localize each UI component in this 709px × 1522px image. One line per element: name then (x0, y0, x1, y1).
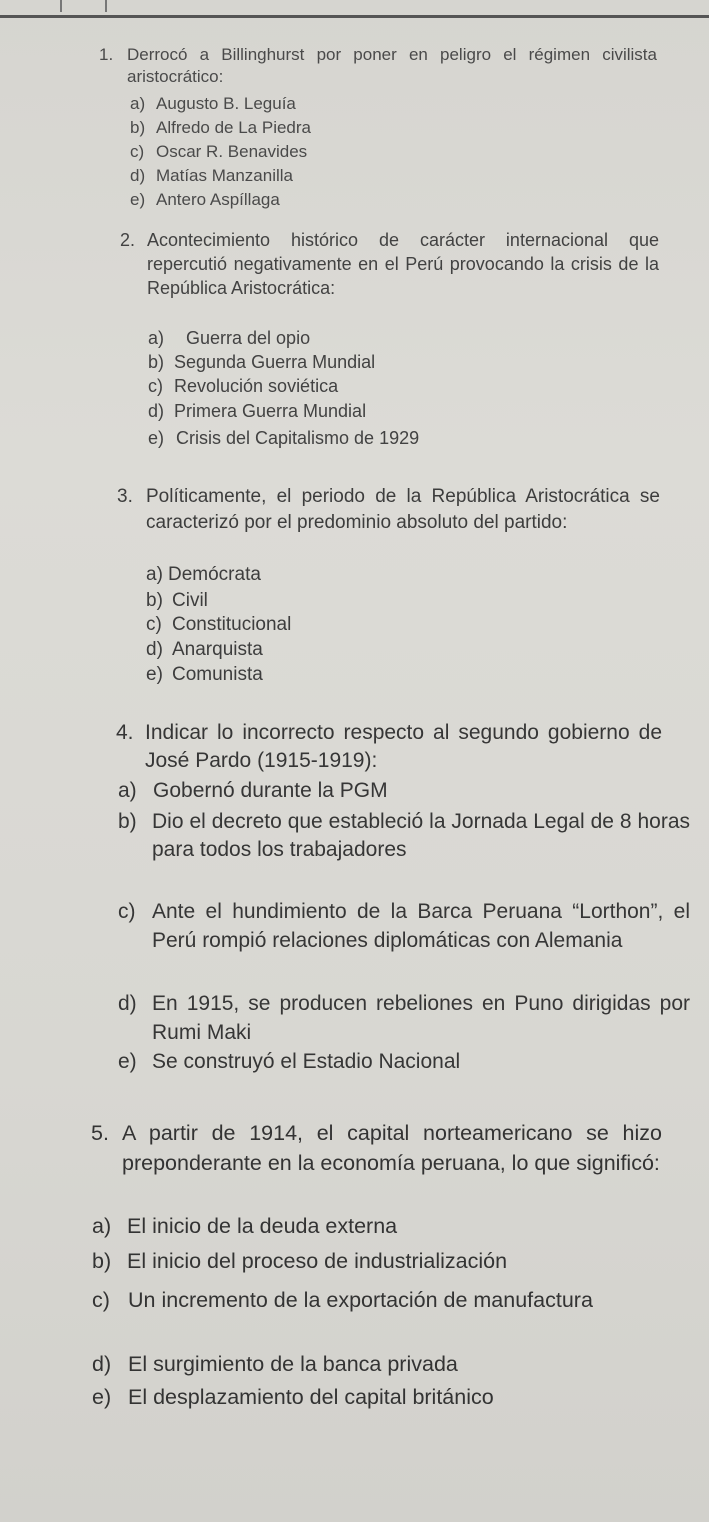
question-2-text: Acontecimiento histórico de carácter internacional que repercutió negativamente en el Perú provocando la crisis de la República Aristocrática: (147, 230, 659, 298)
option-letter: e) (130, 190, 146, 209)
question-1-option-d[interactable] (130, 166, 293, 186)
option-text: Gobernó durante la PGM (153, 779, 388, 802)
option-text: Civil (172, 590, 208, 611)
option-text: El desplazamiento del capital británico (128, 1385, 494, 1409)
question-1-number: 1. (99, 45, 114, 64)
option-letter: a) (148, 328, 165, 348)
question-4-option-a[interactable] (118, 779, 388, 803)
option-text: Matías Manzanilla (156, 166, 294, 185)
option-text: Antero Aspíllaga (156, 190, 280, 209)
question-5-option-b[interactable] (92, 1249, 507, 1274)
question-1-option-b[interactable] (130, 118, 311, 138)
option-text: Revolución soviética (174, 376, 339, 396)
question-5-text: A partir de 1914, el capital norteamericano se hizo preponderante en la economía peruana, lo que significó: (122, 1121, 662, 1175)
question-1-option-c[interactable] (130, 142, 307, 162)
option-text: Se construyó el Estadio Nacional (152, 1050, 461, 1073)
option-text: Segunda Guerra Mundial (174, 352, 376, 372)
option-letter: b) (148, 352, 165, 372)
option-text: Un incremento de la exportación de manufactura (128, 1288, 593, 1312)
option-letter: d) (148, 401, 165, 421)
option-letter: b) (92, 1249, 112, 1273)
option-letter: b) (146, 590, 163, 611)
option-text: Crisis del Capitalismo de 1929 (176, 428, 420, 448)
option-letter: e) (146, 664, 163, 685)
question-5-option-a[interactable] (92, 1214, 397, 1239)
question-1-option-a[interactable] (130, 94, 296, 114)
option-letter: a) (146, 564, 163, 585)
option-letter: c) (92, 1288, 110, 1312)
question-2-option-b[interactable] (148, 352, 375, 373)
question-1-option-e[interactable] (130, 190, 280, 210)
option-text: Primera Guerra Mundial (174, 401, 367, 421)
option-text: El inicio de la deuda externa (127, 1214, 398, 1238)
question-4-option-c[interactable] (118, 897, 690, 955)
option-text: Oscar R. Benavides (156, 142, 308, 161)
option-text: Alfredo de La Piedra (156, 118, 311, 137)
option-letter: a) (130, 94, 146, 113)
option-text: Constitucional (172, 614, 292, 635)
question-5-option-d[interactable] (92, 1352, 458, 1377)
option-text: Anarquista (172, 639, 263, 660)
option-text: Ante el hundimiento de la Barca Peruana “Lorthon”, el Perú rompió relaciones diplomáticas con Alemania (152, 900, 690, 952)
option-text: El surgimiento de la banca privada (128, 1352, 458, 1376)
question-4-option-e[interactable] (118, 1050, 460, 1074)
border-tick (60, 0, 62, 12)
question-3-option-a[interactable] (146, 564, 261, 586)
question-3-option-e[interactable] (146, 664, 263, 686)
option-letter: b) (118, 810, 137, 833)
question-5-number: 5. (91, 1121, 109, 1145)
question-2-option-c[interactable] (148, 376, 338, 397)
option-text: Guerra del opio (186, 328, 311, 348)
question-1-stem (99, 44, 657, 88)
option-letter: a) (92, 1214, 112, 1238)
option-letter: c) (118, 900, 136, 923)
question-5-stem (91, 1118, 662, 1178)
question-3-text: Políticamente, el periodo de la República Aristocrática se caracterizó por el predominio absoluto del partido: (146, 486, 660, 533)
option-letter: d) (146, 639, 163, 660)
option-letter: d) (92, 1352, 112, 1376)
question-3-stem (117, 484, 660, 536)
option-letter: e) (118, 1050, 137, 1073)
option-text: Demócrata (168, 564, 261, 585)
question-4-option-b[interactable] (118, 808, 690, 864)
question-2-stem (120, 228, 659, 300)
question-2-option-a[interactable] (148, 328, 310, 349)
option-letter: d) (130, 166, 146, 185)
option-text: Augusto B. Leguía (156, 94, 296, 113)
question-2-number: 2. (120, 230, 136, 250)
question-4-text: Indicar lo incorrecto respecto al segundo gobierno de José Pardo (1915-1919): (145, 721, 662, 772)
option-letter: d) (118, 992, 137, 1015)
option-text: Dio el decreto que estableció la Jornada Legal de 8 horas para todos los trabajadores (152, 810, 690, 861)
question-4-stem (116, 719, 662, 775)
question-2-option-e[interactable] (148, 428, 419, 449)
option-letter: b) (130, 118, 146, 137)
question-2-option-d[interactable] (148, 401, 366, 422)
question-3-option-b[interactable] (146, 590, 208, 612)
question-3-option-d[interactable] (146, 639, 263, 661)
question-1-text: Derrocó a Billinghurst por poner en peligro el régimen civilista aristocrático: (127, 45, 657, 86)
option-letter: a) (118, 779, 137, 802)
option-letter: c) (130, 142, 145, 161)
border-tick (105, 0, 107, 12)
option-letter: c) (146, 614, 162, 635)
option-letter: e) (148, 428, 165, 448)
option-letter: e) (92, 1385, 112, 1409)
question-5-option-e[interactable] (92, 1385, 494, 1410)
question-3-option-c[interactable] (146, 614, 291, 636)
question-4-option-d[interactable] (118, 989, 690, 1047)
question-4-number: 4. (116, 721, 134, 744)
top-border-line (0, 0, 709, 18)
option-letter: c) (148, 376, 163, 396)
question-3-number: 3. (117, 486, 133, 507)
option-text: El inicio del proceso de industrialización (127, 1249, 508, 1273)
option-text: Comunista (172, 664, 263, 685)
option-text: En 1915, se producen rebeliones en Puno dirigidas por Rumi Maki (152, 992, 690, 1044)
question-5-option-c[interactable] (92, 1284, 694, 1316)
